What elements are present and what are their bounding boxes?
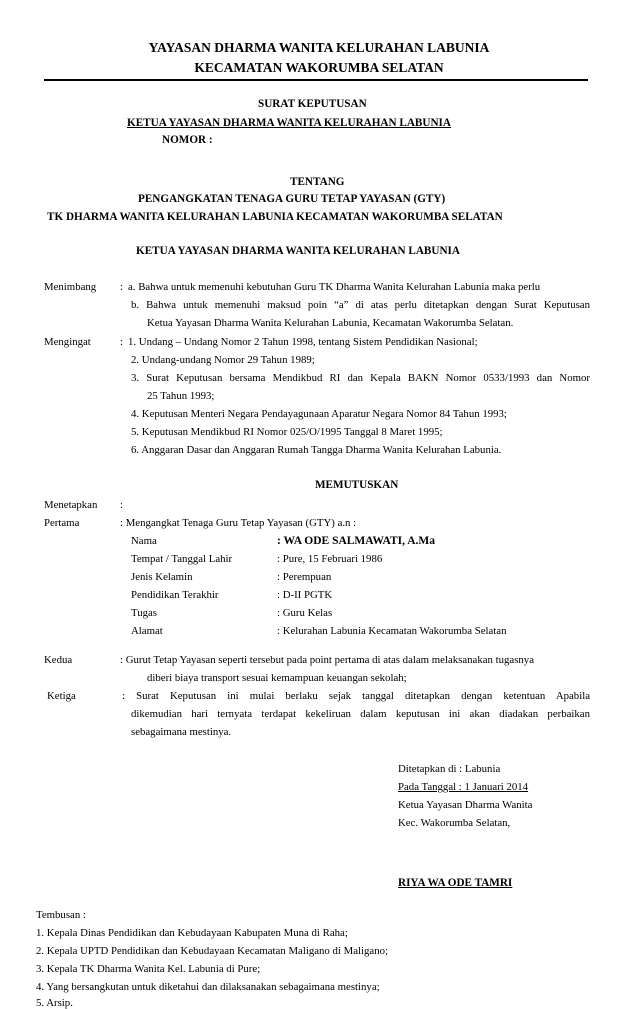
- field-value: : Guru Kelas: [277, 607, 333, 619]
- field-label: Tempat / Tanggal Lahir: [131, 553, 233, 565]
- menimbang-colon: :: [120, 281, 123, 293]
- tembusan-item: 2. Kepala UPTD Pendidikan dan Kebudayaan Kecamatan Maligano di Maligano;: [36, 945, 388, 957]
- ketiga-line-2: dikemudian hari ternyata terdapat kekeliruan dalam keputusan ini akan diadakan perbaikan: [131, 708, 590, 720]
- issuer-heading: KETUA YAYASAN DHARMA WANITA KELURAHAN LABUNIA: [136, 245, 460, 257]
- field-value-name: : WA ODE SALMAWATI, A.Ma: [277, 535, 436, 547]
- tembusan-item: 1. Kepala Dinas Pendidikan dan Kebudayaan Kabupaten Muna di Raha;: [36, 927, 348, 939]
- kedua-label: Kedua: [44, 654, 73, 666]
- mengingat-item: 4. Keputusan Menteri Negara Pendayagunaan Aparatur Negara Nomor 84 Tahun 1993;: [131, 408, 507, 420]
- about-line-2: TK DHARMA WANITA KELURAHAN LABUNIA KECAMATAN WAKORUMBA SELATAN: [47, 211, 503, 223]
- menimbang-point-a: a. Bahwa untuk memenuhi kebutuhan Guru TK Dharma Wanita Kelurahan Labunia maka perlu: [128, 281, 541, 293]
- menimbang-label: Menimbang: [44, 281, 97, 293]
- menimbang-point-b-line2: Ketua Yayasan Dharma Wanita Kelurahan Labunia, Kecamatan Wakorumba Selatan.: [147, 317, 514, 329]
- field-label: Jenis Kelamin: [131, 571, 193, 583]
- tembusan-item: 5. Arsip.: [36, 997, 73, 1009]
- doc-number-label: NOMOR :: [162, 134, 213, 146]
- mengingat-item: 1. Undang – Undang Nomor 2 Tahun 1998, tentang Sistem Pendidikan Nasional;: [128, 336, 478, 348]
- about-line-1: PENGANGKATAN TENAGA GURU TETAP YAYASAN (GTY): [138, 193, 446, 205]
- sign-role-line1: Ketua Yayasan Dharma Wanita: [398, 799, 533, 811]
- field-value: : Kelurahan Labunia Kecamatan Wakorumba Selatan: [277, 625, 507, 637]
- about-label: TENTANG: [290, 176, 345, 188]
- mengingat-item: 2. Undang-undang Nomor 29 Tahun 1989;: [131, 354, 315, 366]
- mengingat-item: 5. Keputusan Mendikbud RI Nomor 025/O/1995 Tanggal 8 Maret 1995;: [131, 426, 443, 438]
- pertama-text: : Mengangkat Tenaga Guru Tetap Yayasan (GTY) a.n :: [120, 517, 357, 529]
- memutuskan-heading: MEMUTUSKAN: [315, 479, 399, 491]
- field-label: Alamat: [131, 625, 163, 637]
- kedua-line-2: diberi biaya transport sesuai kemampuan keuangan sekolah;: [147, 672, 407, 684]
- kedua-line-1: : Gurut Tetap Yayasan seperti tersebut pada point pertama di atas dalam melaksanakan tugasnya: [120, 654, 534, 666]
- field-label: Nama: [131, 535, 157, 547]
- doc-type: SURAT KEPUTUSAN: [258, 98, 367, 110]
- mengingat-item-continuation: 25 Tahun 1993;: [147, 390, 215, 402]
- field-label: Tugas: [131, 607, 158, 619]
- field-value: : Perempuan: [277, 571, 332, 583]
- org-name-line1: YAYASAN DHARMA WANITA KELURAHAN LABUNIA: [148, 40, 490, 55]
- mengingat-item: 3. Surat Keputusan bersama Mendikbud RI dan Kepala BAKN Nomor 0533/1993 dan Nomor: [131, 372, 590, 384]
- ketiga-line-1: : Surat Keputusan ini mulai berlaku sejak tanggal ditetapkan dengan ketentuan Apabila: [122, 690, 590, 702]
- field-label: Pendidikan Terakhir: [131, 589, 219, 601]
- ketiga-label: Ketiga: [47, 690, 76, 702]
- doc-issuer: KETUA YAYASAN DHARMA WANITA KELURAHAN LABUNIA: [127, 117, 451, 129]
- ketiga-line-3: sebagaimana mestinya.: [131, 726, 232, 738]
- tembusan-item: 4. Yang bersangkutan untuk diketahui dan dilaksanakan sebagaimana mestinya;: [36, 981, 380, 993]
- pertama-label: Pertama: [44, 517, 80, 529]
- tembusan-label: Tembusan :: [36, 909, 86, 921]
- mengingat-item: 6. Anggaran Dasar dan Anggaran Rumah Tangga Dharma Wanita Kelurahan Labunia.: [131, 444, 502, 456]
- org-name-line2: KECAMATAN WAKORUMBA SELATAN: [194, 60, 444, 75]
- sign-place: Ditetapkan di : Labunia: [398, 763, 501, 775]
- field-value: : Pure, 15 Februari 1986: [277, 553, 383, 565]
- signer-name: RIYA WA ODE TAMRI: [398, 877, 513, 889]
- menetapkan-colon: :: [120, 499, 123, 511]
- sign-role-line2: Kec. Wakorumba Selatan,: [398, 817, 511, 829]
- tembusan-item: 3. Kepala TK Dharma Wanita Kel. Labunia di Pure;: [36, 963, 261, 975]
- sign-date: Pada Tanggal : 1 Januari 2014: [398, 781, 529, 793]
- mengingat-colon: :: [120, 336, 123, 348]
- menetapkan-label: Menetapkan: [44, 499, 98, 511]
- mengingat-label: Mengingat: [44, 336, 91, 348]
- field-value: : D-II PGTK: [277, 589, 333, 601]
- menimbang-point-b-line1: b. Bahwa untuk memenuhi maksud poin “a” di atas perlu ditetapkan dengan Surat Keputusan: [131, 299, 590, 311]
- header-divider: [44, 79, 588, 81]
